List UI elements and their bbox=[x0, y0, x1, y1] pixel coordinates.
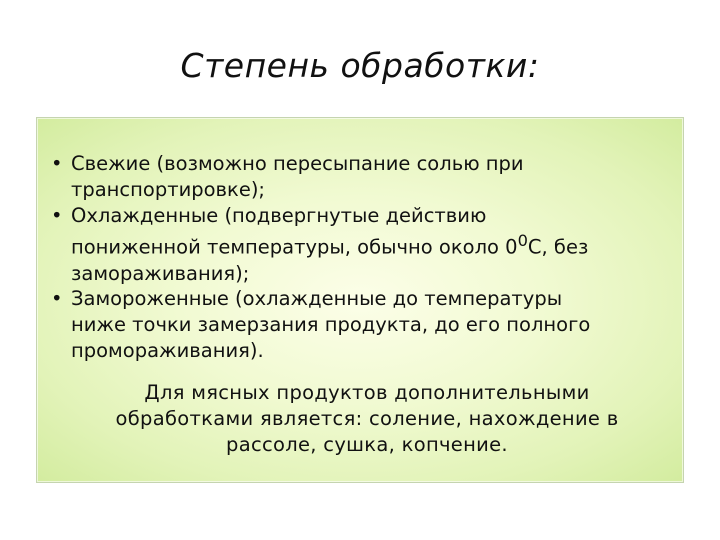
bullet-icon: • bbox=[51, 203, 63, 227]
slide-title: Степень обработки: bbox=[180, 46, 540, 85]
list-item bbox=[51, 286, 671, 363]
note-line: рассоле, сушка, копчение. bbox=[226, 432, 508, 456]
bullet-text-line: Свежие (возможно пересыпание солью при bbox=[71, 152, 524, 175]
bullet-text-line: пониженной температуры, обычно около 0 bbox=[71, 235, 518, 259]
list-item bbox=[51, 203, 671, 287]
bullet-text-line: промораживания). bbox=[71, 339, 264, 363]
bullet-text-line: ниже точки замерзания продукта, до его полного bbox=[71, 313, 591, 337]
note-line: Для мясных продуктов дополнительными bbox=[144, 381, 590, 404]
content-box bbox=[36, 117, 684, 483]
bullet-text-line: транспортировке); bbox=[71, 177, 266, 201]
list-item bbox=[51, 151, 671, 203]
degree-superscript: 0 bbox=[517, 231, 528, 251]
bullet-text-line: Охлажденные (подвергнутые действию bbox=[71, 203, 487, 227]
bullet-list bbox=[51, 151, 671, 364]
bullet-icon: • bbox=[51, 152, 63, 175]
bullet-text-line: замораживания); bbox=[71, 261, 250, 285]
note-line: обработками является: соление, нахождение в bbox=[115, 406, 619, 430]
bullet-text-line: С, без bbox=[527, 235, 589, 259]
bullet-icon: • bbox=[51, 287, 63, 311]
bullet-text-line: Замороженные (охлажденные до температуры bbox=[71, 287, 563, 311]
additional-processing-note bbox=[97, 380, 637, 457]
